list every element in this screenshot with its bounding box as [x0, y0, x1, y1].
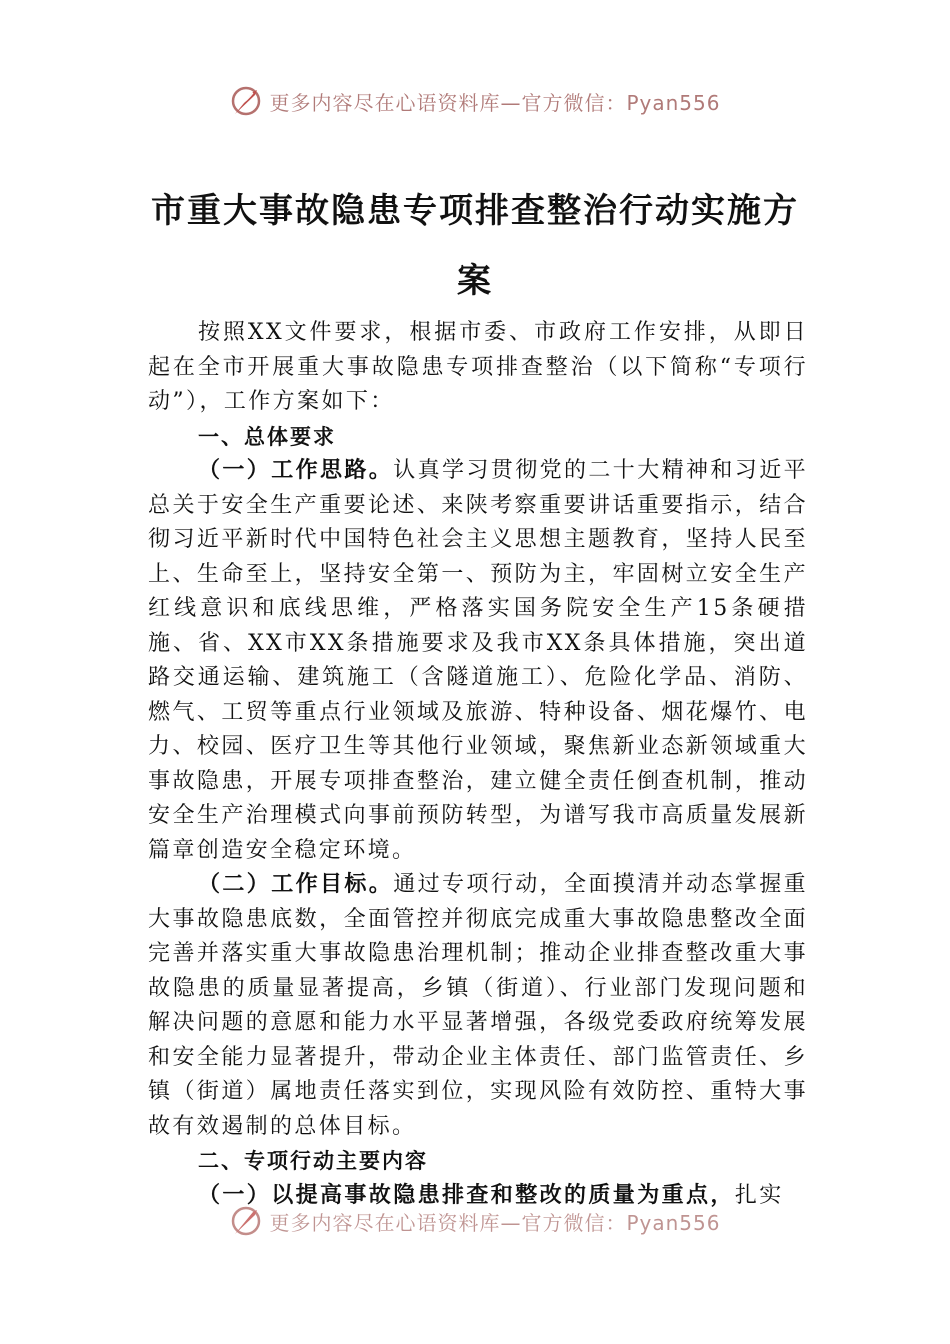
watermark-text: 更多内容尽在心语资料库—官方微信：Pyan556	[269, 1210, 721, 1235]
intro-paragraph: 按照XX文件要求，根据市委、市政府工作安排，从即日起在全市开展重大事故隐患专项排查整治（以下简称“专项行动”），工作方案如下：	[148, 320, 808, 414]
item-lead: （一）工作思路。	[198, 458, 394, 483]
item-lead: （一）以提高事故隐患排查和整改的质量为重点，	[198, 1182, 735, 1208]
section-2-heading: 二、专项行动主要内容	[198, 1149, 428, 1173]
item-body: 通过专项行动，全面摸清并动态掌握重大事故隐患底数，全面管控并彻底完成重大事故隐患整改全面完善并落实重大事故隐患治理机制；推动企业排查整改重大事故隐患的质量显著提高，乡镇（街道）、行业部门发现问题和解决问题的意愿和能力水平显著增强，各级党委政府统筹发展和安全能力显著提升，带动企业主体责任、部门监管责任、乡镇（街道）属地责任落实到位，实现风险有效防控、重特大事故有效遏制的总体目标。	[148, 872, 809, 1139]
item-lead: （二）工作目标。	[198, 872, 394, 897]
section-1-item-1	[148, 454, 808, 868]
watermark-text: 更多内容尽在心语资料库—官方微信：Pyan556	[269, 90, 721, 115]
quill-logo-icon	[229, 1204, 263, 1238]
section-1-heading: 一、总体要求	[198, 424, 336, 449]
section-1-item-2	[148, 868, 808, 1144]
item-body: 扎实	[734, 1182, 784, 1208]
document-title: 市重大事故隐患专项排查整治行动实施方案	[151, 191, 799, 301]
document-body	[148, 316, 808, 1213]
watermark-header	[0, 84, 950, 118]
item-body: 认真学习贯彻党的二十大精神和习近平总关于安全生产重要论述、来陕考察重要讲话重要指示，结合彻习近平新时代中国特色社会主义思想主题教育，坚持人民至上、生命至上，坚持安全第一、预防为主，牢固树立安全生产红线意识和底线思维，严格落实国务院安全生产15条硬措施、省、XX市XX条措施要求及我市XX条具体措施，突出道路交通运输、建筑施工（含隧道施工）、危险化学品、消防、燃气、工贸等重点行业领域及旅游、特种设备、烟花爆竹、电力、校园、医疗卫生等其他行业领域，聚焦新业态新领域重大事故隐患，开展专项排查整治，建立健全责任倒查机制，推动安全生产治理模式向事前预防转型，为谱写我市高质量发展新篇章创造安全稳定环境。	[148, 458, 809, 863]
quill-logo-icon	[229, 84, 263, 118]
watermark-footer	[0, 1204, 950, 1238]
